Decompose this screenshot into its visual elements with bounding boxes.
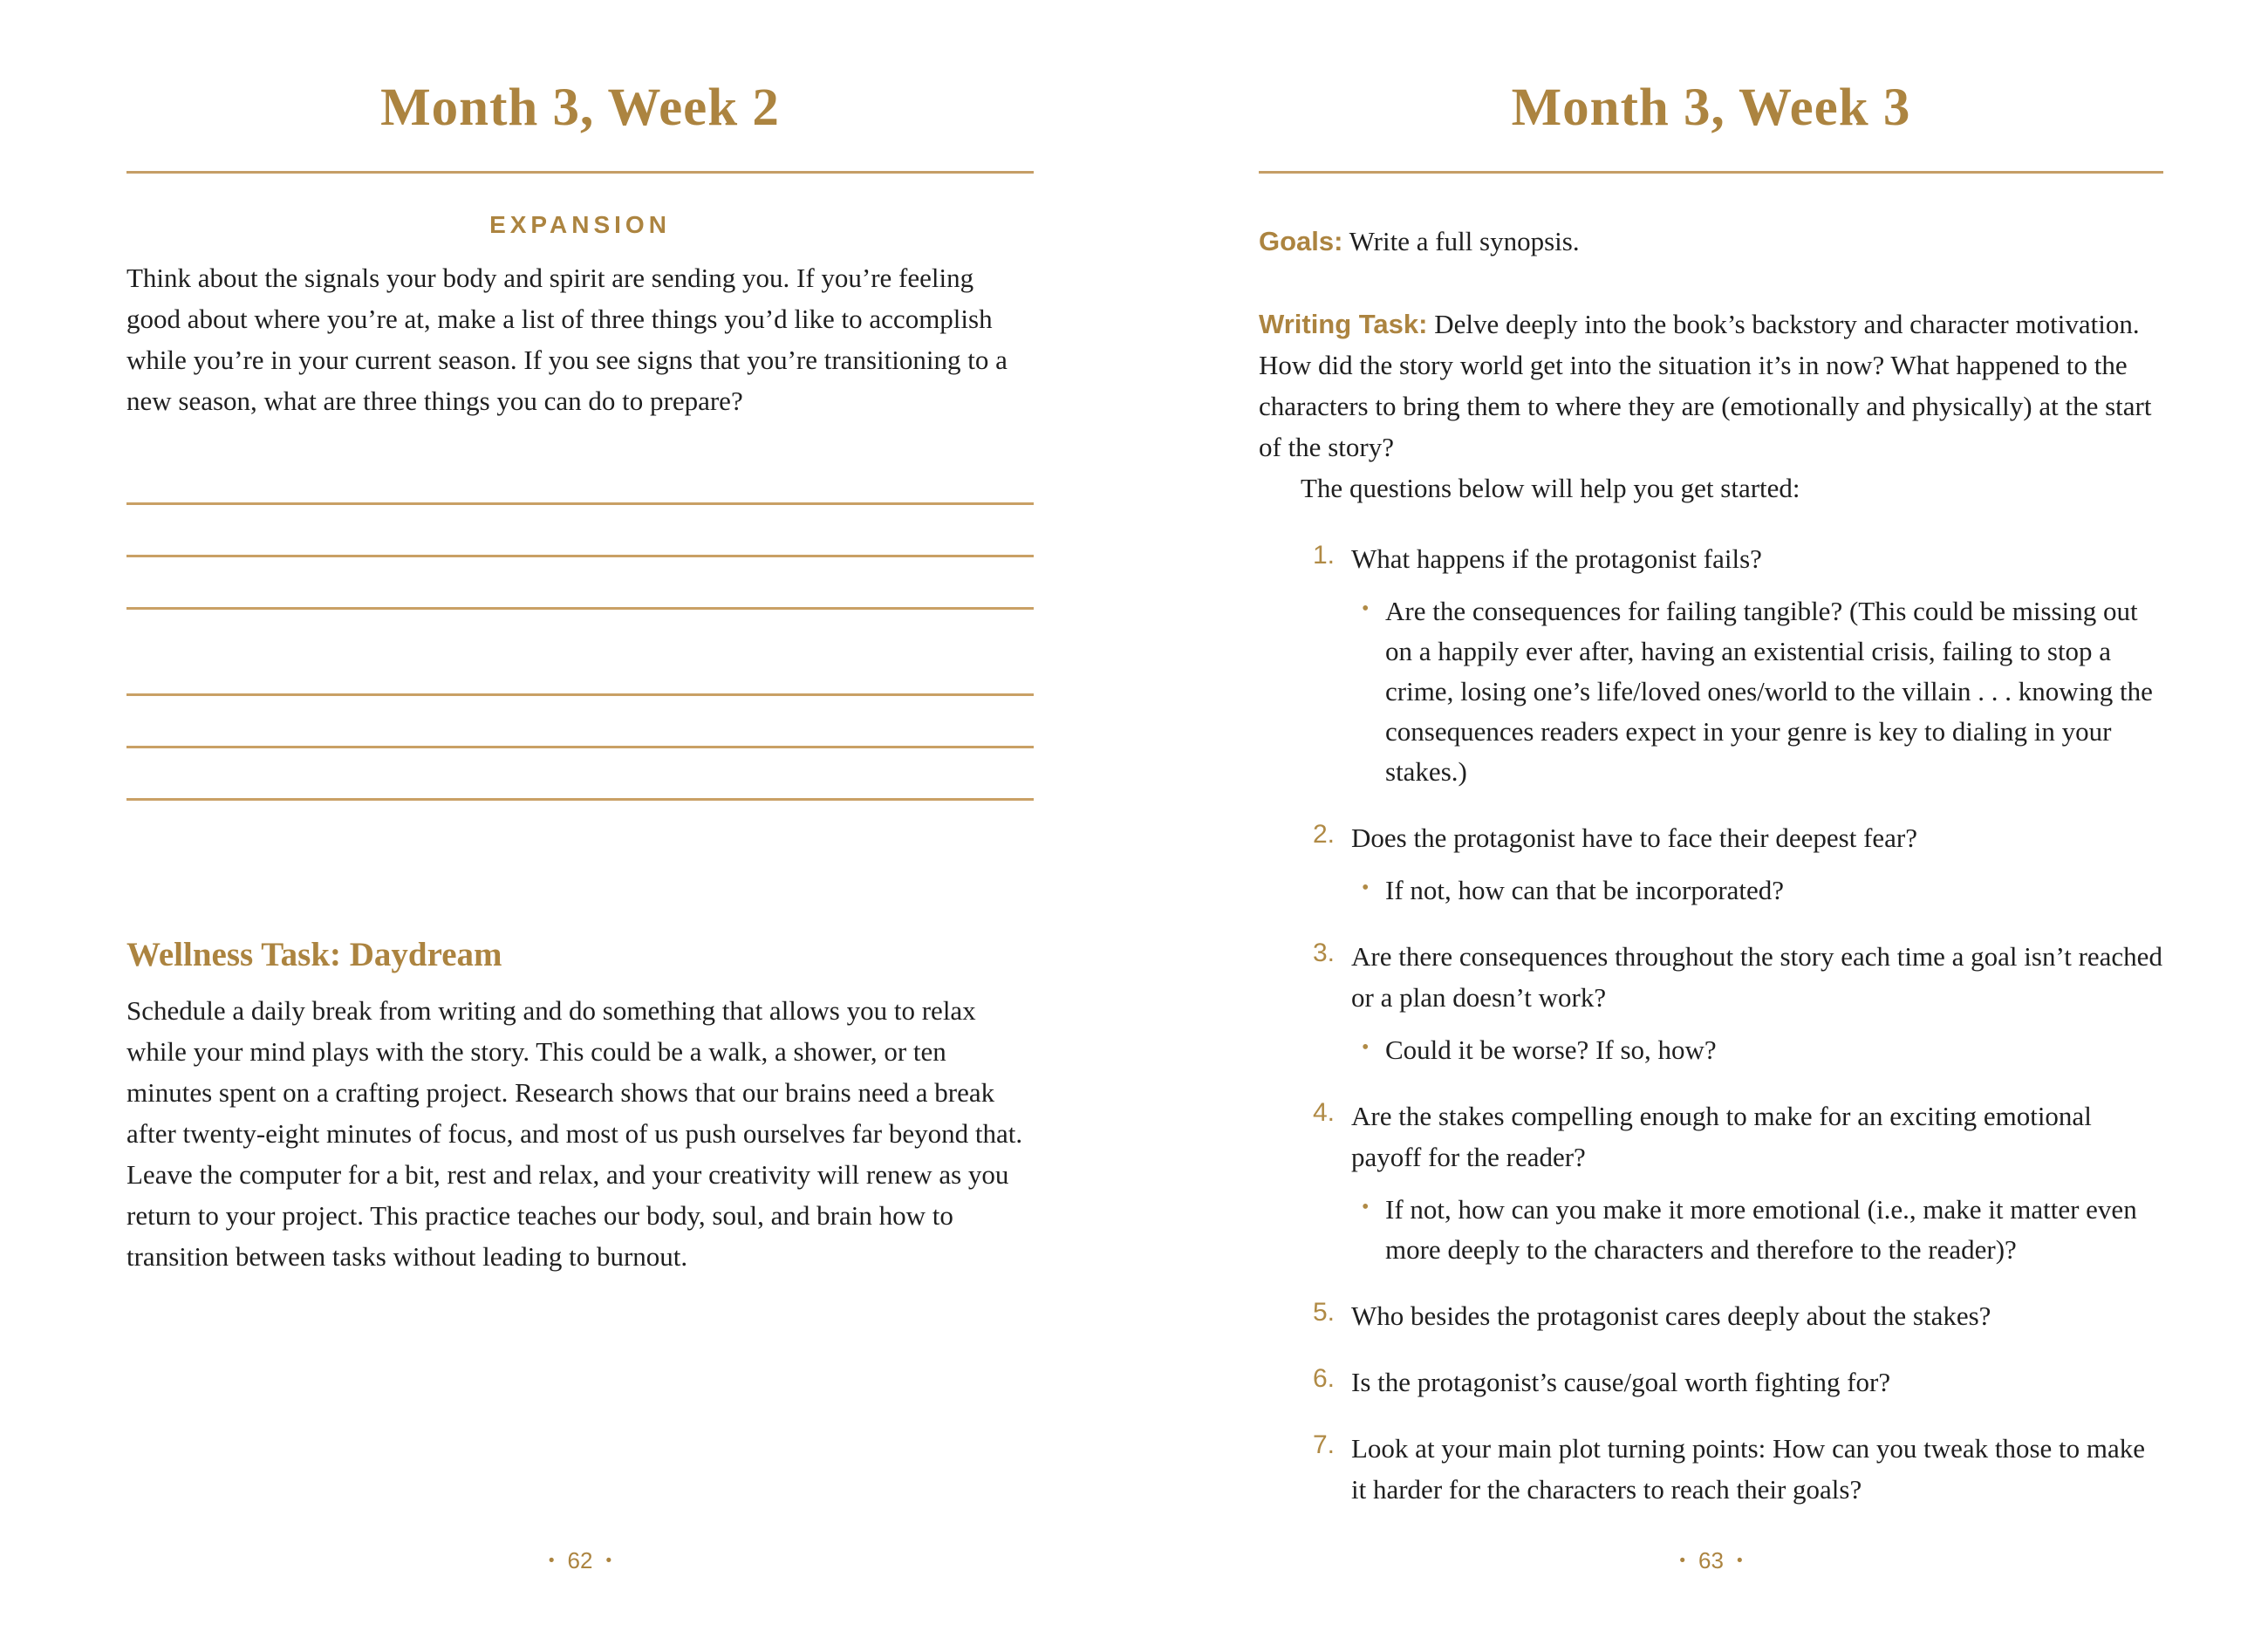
question-sub-bullets (1362, 1190, 2163, 1270)
writing-line-4 (126, 693, 1034, 696)
question-text: Is the protagonist’s cause/goal worth fighting for? (1351, 1367, 1891, 1397)
wellness-task-heading: Wellness Task: Daydream (126, 936, 502, 973)
left-page-number: 62 (567, 1547, 593, 1573)
right-page-title: Month 3, Week 3 (1511, 78, 1911, 137)
writing-line-5 (126, 746, 1034, 748)
question-row (1313, 1096, 2163, 1177)
bullet-row (1362, 870, 2163, 911)
question-text: Look at your main plot turning points: How can you tweak those to make it harder for the characters to reach their goals? (1351, 1433, 2146, 1505)
question-sub-bullets (1362, 591, 2163, 792)
question-sub-bullets (1362, 1030, 2163, 1070)
question-item-3 (1313, 936, 2163, 1070)
footer-dot: • (548, 1552, 555, 1570)
question-row (1313, 1362, 2163, 1403)
question-item-5 (1313, 1295, 2163, 1336)
left-page-footer (126, 1547, 1034, 1574)
bullet-row (1362, 1030, 2163, 1070)
question-item-7 (1313, 1428, 2163, 1510)
left-title-rule (126, 171, 1034, 174)
bullet-text: Could it be worse? If so, how? (1385, 1034, 1717, 1065)
question-number: 7. (1313, 1430, 1336, 1459)
right-page-number: 63 (1698, 1547, 1724, 1573)
goals-paragraph (1259, 221, 2163, 262)
footer-dot: • (1679, 1552, 1686, 1570)
question-row (1313, 538, 2163, 579)
wellness-task-paragraph: Schedule a daily break from writing and do something that allows you to relax while your mind plays with the story. This could be a walk, a shower, or ten minutes spent on a crafting project. Research shows that our brains need a break after twenty-eight minutes of focus, and most of us push ourselves far beyond that. Leave the computer for a bit, rest and relax, and your creativity will renew as you return to your project. This practice teaches our body, soul, and brain how to transition between tasks without leading to burnout. (126, 995, 1023, 1272)
bullet-row (1362, 1190, 2163, 1270)
writing-line-6 (126, 798, 1034, 801)
writing-line-3 (126, 607, 1034, 610)
question-text: What happens if the protagonist fails? (1351, 543, 1762, 574)
bullet-row (1362, 591, 2163, 792)
question-row (1313, 936, 2163, 1018)
question-row (1313, 817, 2163, 858)
footer-dot: • (605, 1552, 612, 1570)
question-item-6 (1313, 1362, 2163, 1403)
question-number: 5. (1313, 1298, 1336, 1327)
writing-task-text: Delve deeply into the book’s backstory and character motivation. How did the story world get into the situation it’s in now? What happened to the characters to bring them to where they are (emotionally and physically) at the start of the story? (1259, 309, 2152, 462)
question-item-1 (1313, 538, 2163, 792)
question-item-2 (1313, 817, 2163, 911)
questions-intro-line: The questions below will help you get started: (1301, 473, 1800, 503)
writing-task-paragraph (1259, 304, 2163, 468)
bullet-dot-icon: • (1362, 1196, 1370, 1218)
question-sub-bullets (1362, 870, 2163, 911)
section-label-expansion: EXPANSION (489, 211, 671, 238)
goals-text: Write a full synopsis. (1342, 226, 1580, 256)
question-text: Does the protagonist have to face their deepest fear? (1351, 822, 1917, 853)
bullet-text: Are the consequences for failing tangible? (This could be missing out on a happily ever after, having an existential crisis, failing to stop a crime, losing one’s life/loved ones/world to the villain . . . knowing the consequences readers expect in your genre is key to dialing in your stakes.) (1385, 596, 2153, 787)
bullet-dot-icon: • (1362, 1036, 1370, 1059)
question-text: Who besides the protagonist cares deeply about the stakes? (1351, 1300, 1991, 1331)
right-page-footer (1259, 1547, 2163, 1574)
writing-task-block (1259, 304, 2163, 509)
expansion-intro-paragraph: Think about the signals your body and spirit are sending you. If you’re feeling good about where you’re at, make a list of three things you’d like to accomplish while you’re in your current season. If you see signs that you’re transitioning to a new season, what are three things you can do to prepare? (126, 263, 1008, 416)
question-number: 6. (1313, 1364, 1336, 1393)
footer-dot: • (1736, 1552, 1743, 1570)
question-row (1313, 1428, 2163, 1510)
question-number: 1. (1313, 541, 1336, 570)
writing-line-2 (126, 555, 1034, 557)
question-number: 3. (1313, 939, 1336, 967)
goals-label: Goals: (1259, 226, 1343, 256)
left-page-title: Month 3, Week 2 (380, 78, 780, 137)
question-number: 4. (1313, 1098, 1336, 1127)
right-title-rule (1259, 171, 2163, 174)
writing-task-label: Writing Task: (1259, 309, 1428, 339)
questions-list (1313, 538, 2163, 1535)
bullet-dot-icon: • (1362, 877, 1370, 899)
writing-line-1 (126, 502, 1034, 505)
bullet-text: If not, how can you make it more emotional (i.e., make it matter even more deeply to the characters and therefore to the reader)? (1385, 1194, 2137, 1265)
question-text: Are there consequences throughout the story each time a goal isn’t reached or a plan doesn’t work? (1351, 941, 2162, 1013)
left-page (126, 0, 1034, 1645)
bullet-text: If not, how can that be incorporated? (1385, 875, 1785, 905)
right-page (1259, 0, 2163, 1645)
bullet-dot-icon: • (1362, 597, 1370, 620)
question-row (1313, 1295, 2163, 1336)
question-number: 2. (1313, 820, 1336, 849)
question-text: Are the stakes compelling enough to make for an exciting emotional payoff for the reader? (1351, 1101, 2092, 1172)
question-item-4 (1313, 1096, 2163, 1270)
